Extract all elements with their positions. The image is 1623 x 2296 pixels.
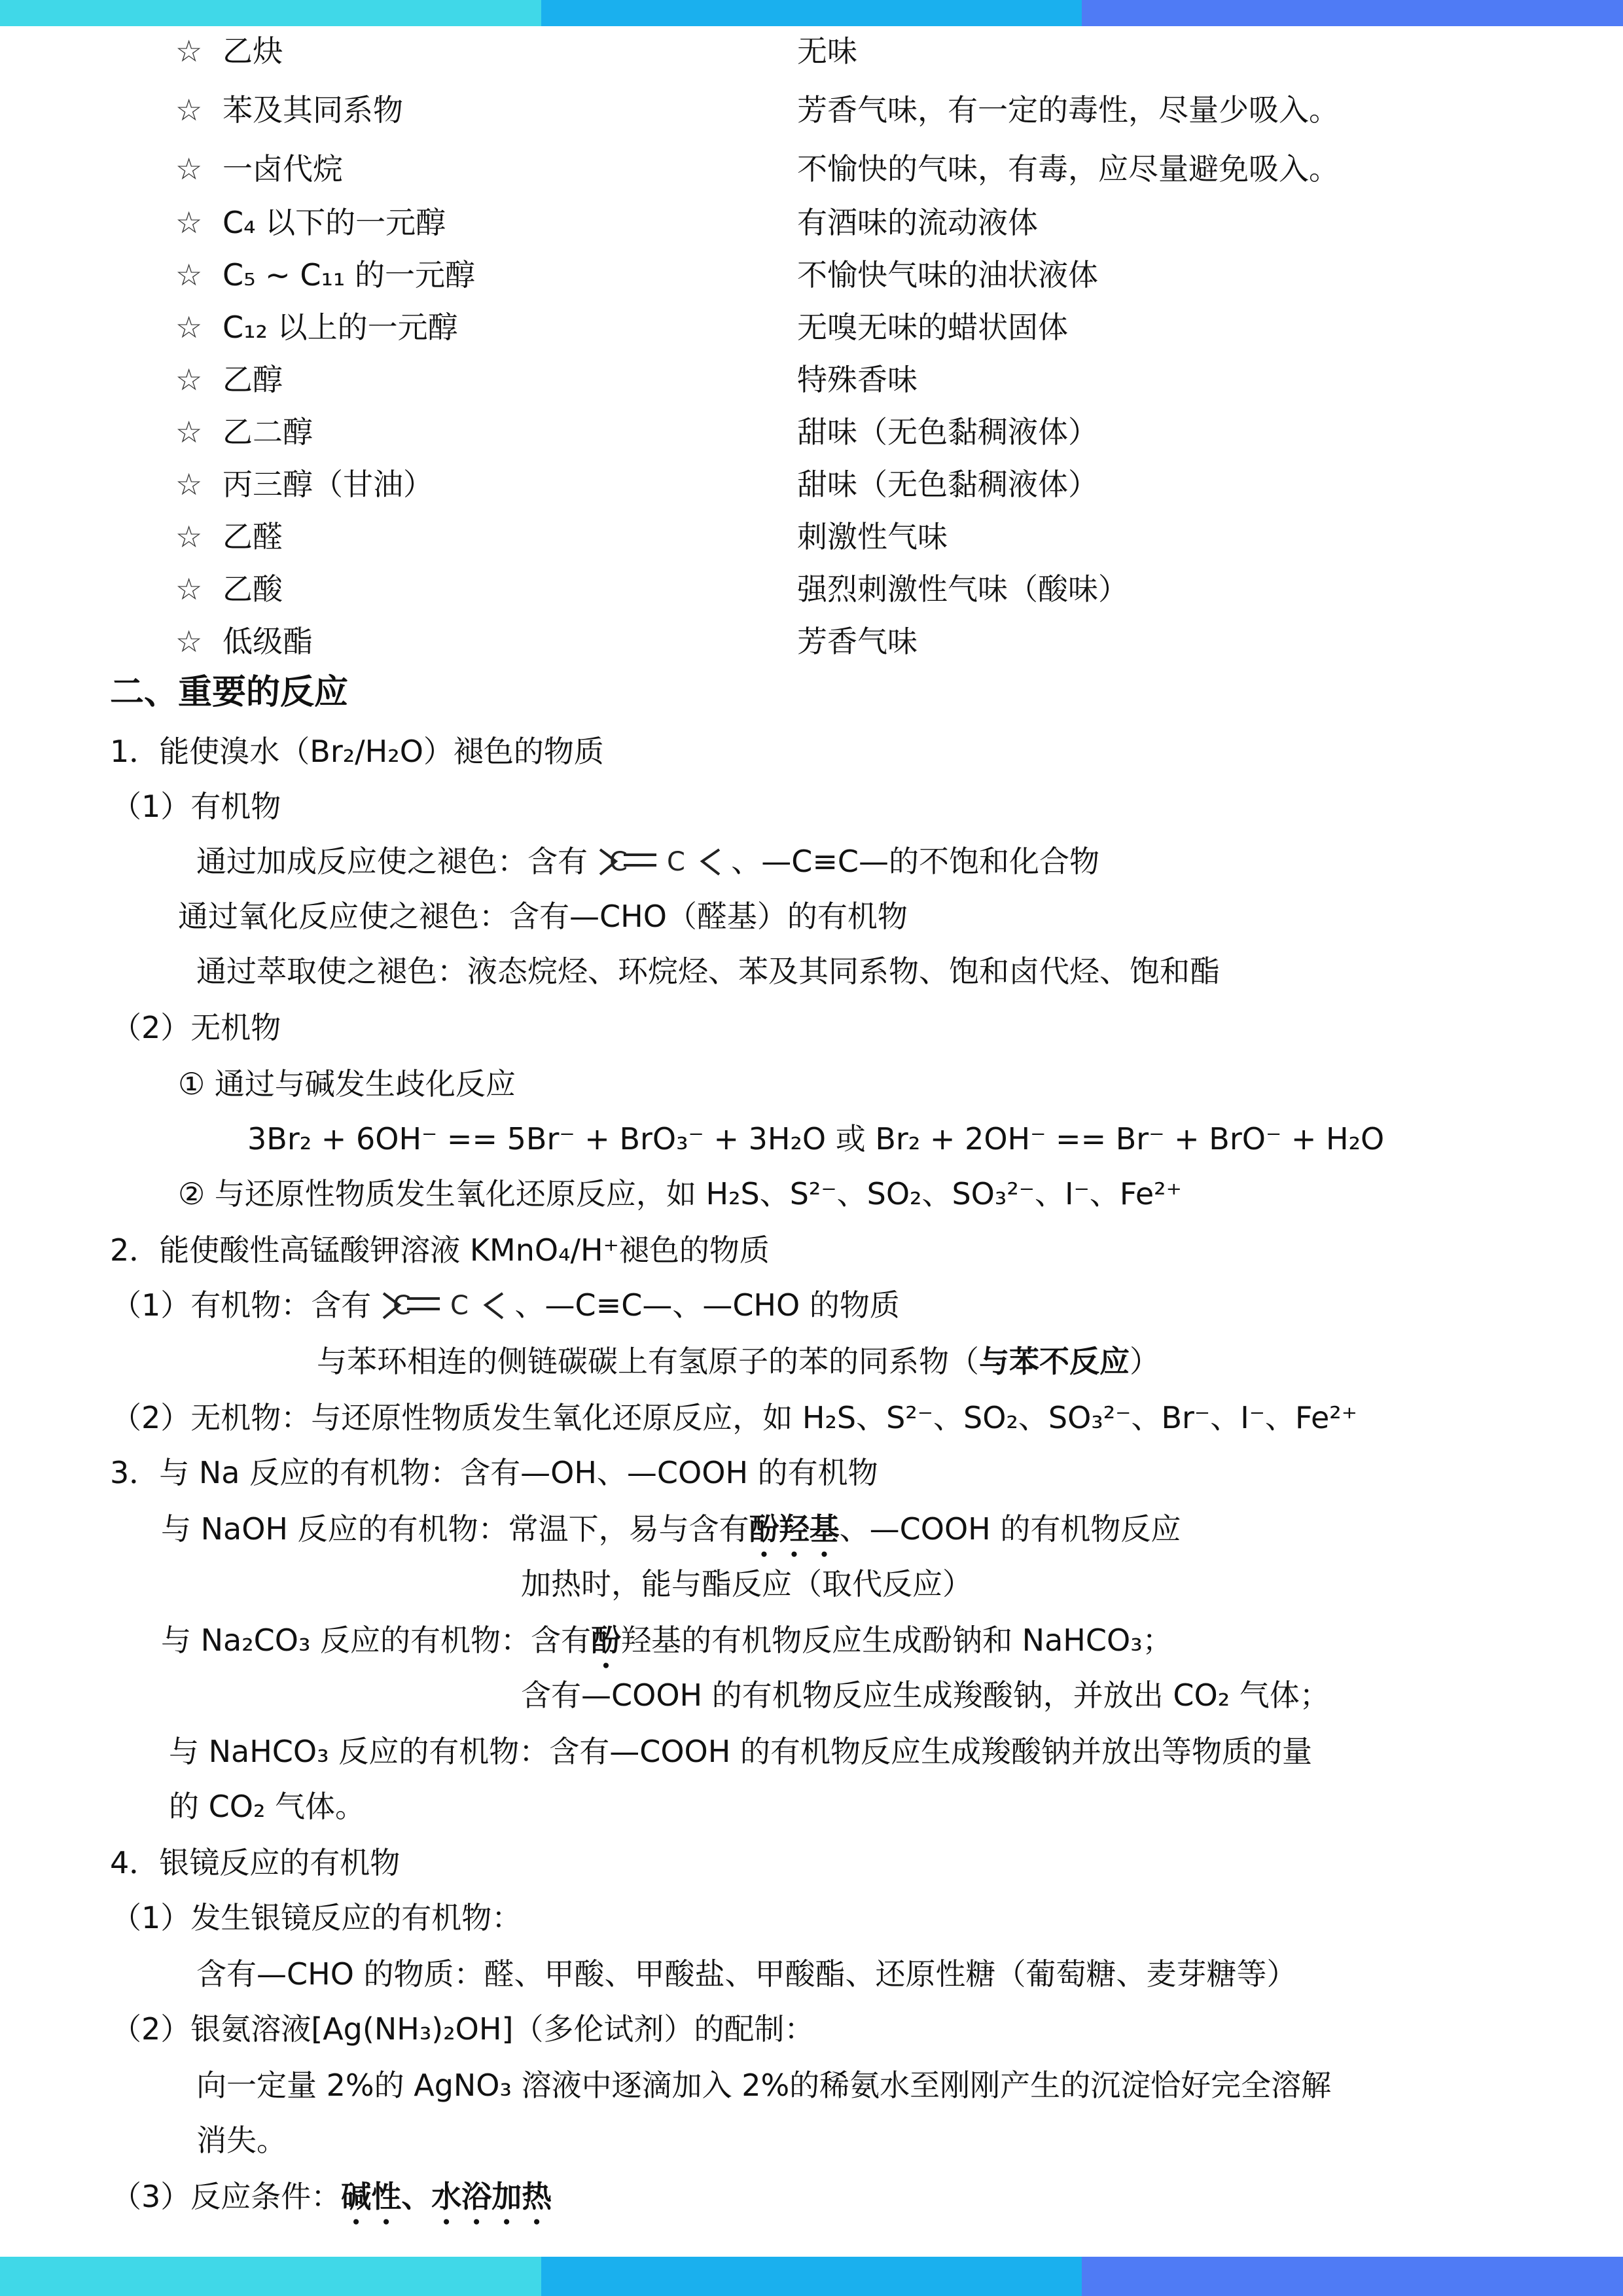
na2co3-tail: 羟基的有机物反应生成酚钠和 NaHCO₃； (621, 1623, 1173, 1658)
double-bond-structure-icon (381, 1289, 505, 1326)
benzene-bold: 与苯不反应 (979, 1344, 1130, 1379)
star-icon: ☆ (175, 205, 203, 240)
odor-substance: 一卤代烷 (223, 151, 343, 187)
item-1-2-b: ② 与还原性物质发生氧化还原反应，如 H₂S、S²⁻、SO₂、SO₃²⁻、I⁻、Fe²⁺ (178, 1176, 1182, 1211)
odor-description: 不愉快气味的油状液体 (797, 257, 1098, 293)
section-title: 二、重要的反应 (110, 673, 349, 712)
star-icon: ☆ (175, 151, 203, 187)
naoh-text: 与 NaOH 反应的有机物：常温下，易与含有 (161, 1511, 749, 1547)
item-4-1: （1）发生银镜反应的有机物： (111, 1900, 522, 1935)
svg-text:C: C (392, 1290, 411, 1321)
item-1-1-oxidation: 通过氧化反应使之褪色：含有—CHO（醛基）的有机物 (178, 899, 908, 934)
odor-substance: 乙二醇 (223, 414, 313, 450)
na2co3-text: 与 Na₂CO₃ 反应的有机物：含有 (161, 1623, 592, 1658)
naoh-tail: 、—COOH 的有机物反应 (839, 1511, 1181, 1547)
condition-label: （3）反应条件： (111, 2179, 342, 2214)
bar-segment-cyan (0, 2257, 541, 2296)
phenol-hydroxyl-bold: 酚羟基 (749, 1511, 840, 1547)
odor-description: 无味 (797, 33, 857, 69)
odor-description: 有酒味的流动液体 (797, 205, 1038, 240)
star-icon: ☆ (175, 624, 203, 659)
svg-text:C: C (450, 1290, 469, 1321)
item-3-naoh-heat: 加热时，能与酯反应（取代反应） (521, 1566, 972, 1602)
odor-substance: 乙酸 (223, 571, 283, 607)
item-3-title: 3．与 Na 反应的有机物：含有—OH、—COOH 的有机物 (110, 1455, 878, 1490)
bar-segment-blue (541, 0, 1082, 26)
bottom-decoration-bar (0, 2257, 1623, 2296)
item-4-2-detail-cont: 消失。 (196, 2123, 287, 2158)
addition-text: 通过加成反应使之褪色：含有 (196, 844, 588, 879)
item-2-1-tail: 、—C≡C—、—CHO 的物质 (514, 1287, 900, 1323)
item-4-2-detail: 向一定量 2%的 AgNO₃ 溶液中逐滴加入 2%的稀氨水至刚刚产生的沉淀恰好完全溶解 (196, 2068, 1332, 2103)
star-icon: ☆ (175, 414, 203, 450)
item-3-na2co3 (161, 1621, 1173, 1675)
item-1-2: （2）无机物 (111, 1010, 281, 1045)
bar-segment-cyan (0, 0, 541, 26)
item-4-2: （2）银氨溶液[Ag(NH₃)₂OH]（多伦试剂）的配制： (111, 2011, 815, 2047)
odor-description: 甜味（无色黏稠液体） (797, 467, 1098, 502)
star-icon: ☆ (175, 92, 203, 128)
equation-disproportionation: 3Br₂ + 6OH⁻ == 5Br⁻ + BrO₃⁻ + 3H₂O 或 Br₂ + 2OH⁻ == Br⁻ + BrO⁻ + H₂O (247, 1121, 1385, 1157)
item-2-title: 2．能使酸性高锰酸钾溶液 KMnO₄/H⁺褪色的物质 (110, 1232, 770, 1268)
odor-substance: 乙醛 (223, 519, 283, 554)
item-3-naoh (161, 1509, 1181, 1564)
star-icon: ☆ (175, 257, 203, 293)
addition-text-tail: 、—C≡C—的不饱和化合物 (731, 844, 1100, 879)
phenol-bold: 酚 (591, 1623, 622, 1658)
item-2-1 (111, 1285, 900, 1326)
bar-segment-indigo (1082, 0, 1623, 26)
star-icon: ☆ (175, 310, 203, 345)
odor-substance: 乙醇 (223, 362, 283, 397)
item-3-na2co3-cooh: 含有—COOH 的有机物反应生成羧酸钠，并放出 CO₂ 气体； (521, 1677, 1330, 1713)
item-2-2: （2）无机物：与还原性物质发生氧化还原反应，如 H₂S、S²⁻、SO₂、SO₃²⁻、Br⁻、I⁻、Fe²⁺ (111, 1400, 1358, 1435)
odor-substance: C₄ 以下的一元醇 (223, 205, 446, 240)
condition-bold: 碱性、水浴加热 (341, 2179, 552, 2214)
odor-description: 强烈刺激性气味（酸味） (797, 571, 1128, 607)
item-3-nahco3: 与 NaHCO₃ 反应的有机物：含有—COOH 的有机物反应生成羧酸钠并放出等物质的量 (169, 1734, 1312, 1769)
item-2-1-text: （1）有机物：含有 (111, 1287, 372, 1323)
odor-description: 甜味（无色黏稠液体） (797, 414, 1098, 450)
odor-substance: 丙三醇（甘油） (223, 467, 433, 502)
star-icon: ☆ (175, 33, 203, 69)
star-icon: ☆ (175, 519, 203, 554)
star-icon: ☆ (175, 467, 203, 502)
bar-segment-indigo (1082, 2257, 1623, 2296)
item-1-2-a: ① 通过与碱发生歧化反应 (178, 1066, 516, 1102)
odor-substance: 苯及其同系物 (223, 92, 403, 128)
odor-substance: 低级酯 (223, 624, 313, 659)
svg-text:C: C (609, 846, 628, 877)
item-4-1-detail: 含有—CHO 的物质：醛、甲酸、甲酸盐、甲酸酯、还原性糖（葡萄糖、麦芽糖等） (196, 1956, 1297, 1992)
star-icon: ☆ (175, 362, 203, 397)
odor-substance: C₅ ~ C₁₁ 的一元醇 (223, 257, 475, 293)
benzene-close: ） (1130, 1344, 1160, 1379)
item-3-nahco3-cont: 的 CO₂ 气体。 (169, 1789, 366, 1824)
bar-segment-blue (541, 2257, 1082, 2296)
item-1-title: 1．能使溴水（Br₂/H₂O）褪色的物质 (110, 734, 604, 769)
top-decoration-bar (0, 0, 1623, 26)
star-icon: ☆ (175, 571, 203, 607)
item-4-3 (111, 2177, 552, 2231)
double-bond-structure-icon (597, 846, 722, 882)
odor-description: 刺激性气味 (797, 519, 948, 554)
item-4-title: 4．银镜反应的有机物 (110, 1845, 401, 1880)
odor-substance: C₁₂ 以上的一元醇 (223, 310, 458, 345)
item-1-1: （1）有机物 (111, 789, 281, 824)
svg-text:C: C (666, 846, 685, 877)
odor-description: 无嗅无味的蜡状固体 (797, 310, 1068, 345)
odor-substance: 乙炔 (223, 33, 283, 69)
odor-description: 芳香气味，有一定的毒性，尽量少吸入。 (797, 92, 1339, 128)
item-2-1-benzene (317, 1342, 1160, 1381)
odor-description: 芳香气味 (797, 624, 918, 659)
item-1-1-addition (196, 842, 1099, 882)
odor-description: 特殊香味 (797, 362, 918, 397)
odor-description: 不愉快的气味，有毒，应尽量避免吸入。 (797, 151, 1339, 187)
item-1-1-extraction: 通过萃取使之褪色：液态烷烃、环烷烃、苯及其同系物、饱和卤代烃、饱和酯 (196, 954, 1220, 989)
benzene-text: 与苯环相连的侧链碳碳上有氢原子的苯的同系物（ (317, 1344, 979, 1379)
